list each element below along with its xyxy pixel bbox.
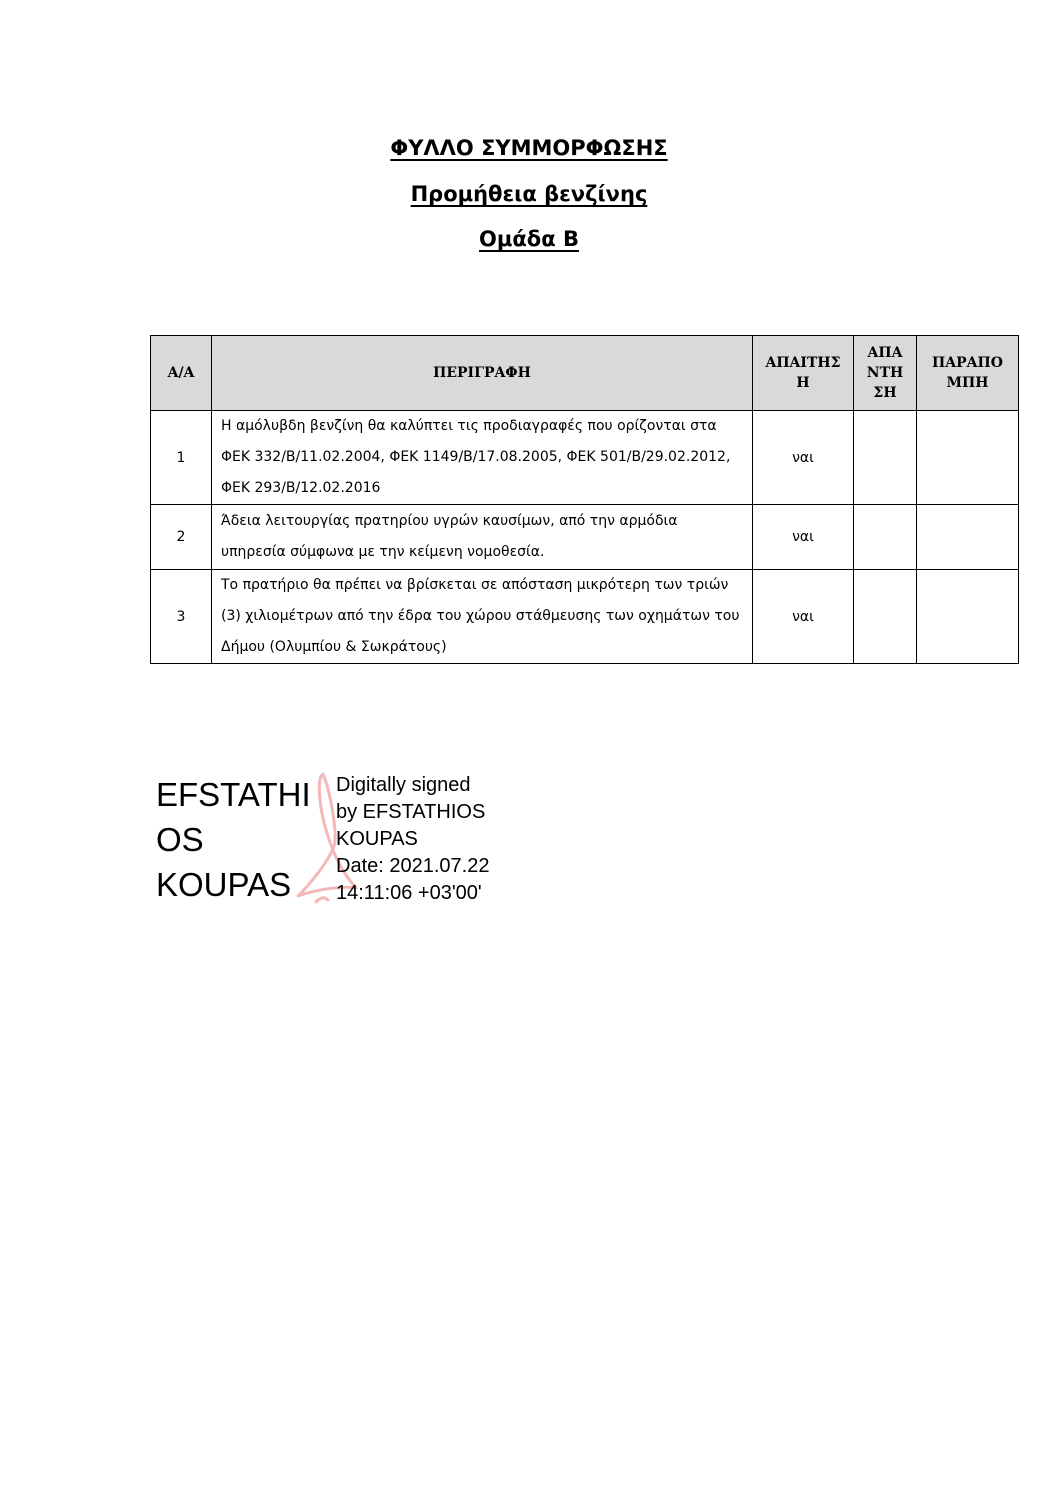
row-number: 3	[151, 570, 212, 664]
row-number: 1	[151, 411, 212, 505]
table-header-row	[151, 336, 1019, 411]
row-response	[854, 505, 917, 570]
header-description: ΠΕΡΙΓΡΑΦΗ	[212, 336, 753, 411]
signature-detail-line: KOUPAS	[336, 828, 418, 850]
row-description: Άδεια λειτουργίας πρατηρίου υγρών καυσίμων, από την αρμόδια υπηρεσία σύμφωνα με την κείμενη νομοθεσία.	[212, 505, 753, 570]
signer-name-line: KOUPAS	[156, 866, 292, 903]
signer-name-line: EFSTATHI	[156, 776, 311, 813]
header-response: ΑΠΑΝΤΗΣΗ	[854, 336, 917, 411]
digital-signature	[150, 770, 510, 915]
table-row	[151, 505, 1019, 570]
signature-detail-line: by EFSTATHIOS	[336, 801, 486, 823]
row-reference	[917, 505, 1019, 570]
document-title: ΦΥΛΛΟ ΣΥΜΜΟΡΦΩΣΗΣ	[390, 136, 668, 160]
signature-detail-line: 14:11:06 +03'00'	[336, 882, 482, 904]
compliance-table	[150, 335, 1019, 664]
row-requirement: ναι	[753, 570, 854, 664]
row-number: 2	[151, 505, 212, 570]
row-requirement: ναι	[753, 411, 854, 505]
row-description: Το πρατήριο θα πρέπει να βρίσκεται σε απόσταση μικρότερη των τριών (3) χιλιομέτρων από την έδρα του χώρου στάθμευσης των οχημάτων του Δήμου (Ολυμπίου & Σωκράτους)	[212, 570, 753, 664]
signature-detail-line: Date: 2021.07.22	[336, 855, 490, 877]
header-requirement: ΑΠΑΙΤΗΣΗ	[753, 336, 854, 411]
header-number: Α/Α	[151, 336, 212, 411]
row-reference	[917, 570, 1019, 664]
row-description: Η αμόλυβδη βενζίνη θα καλύπτει τις προδιαγραφές που ορίζονται στα ΦΕΚ 332/Β/11.02.2004, ΦΕΚ 1149/Β/17.08.2005, ΦΕΚ 501/Β/29.02.2012, ΦΕΚ 293/Β/12.02.2016	[212, 411, 753, 505]
row-response	[854, 570, 917, 664]
row-reference	[917, 411, 1019, 505]
row-requirement: ναι	[753, 505, 854, 570]
row-response	[854, 411, 917, 505]
header-reference: ΠΑΡΑΠΟΜΠΗ	[917, 336, 1019, 411]
table-row	[151, 570, 1019, 664]
table-row	[151, 411, 1019, 505]
document-group: Ομάδα Β	[479, 227, 579, 251]
signature-detail-line: Digitally signed	[336, 774, 471, 796]
signature-details	[336, 772, 489, 907]
document-subtitle: Προμήθεια βενζίνης	[410, 182, 648, 206]
signer-name	[156, 772, 311, 907]
signer-name-line: OS	[156, 821, 204, 858]
